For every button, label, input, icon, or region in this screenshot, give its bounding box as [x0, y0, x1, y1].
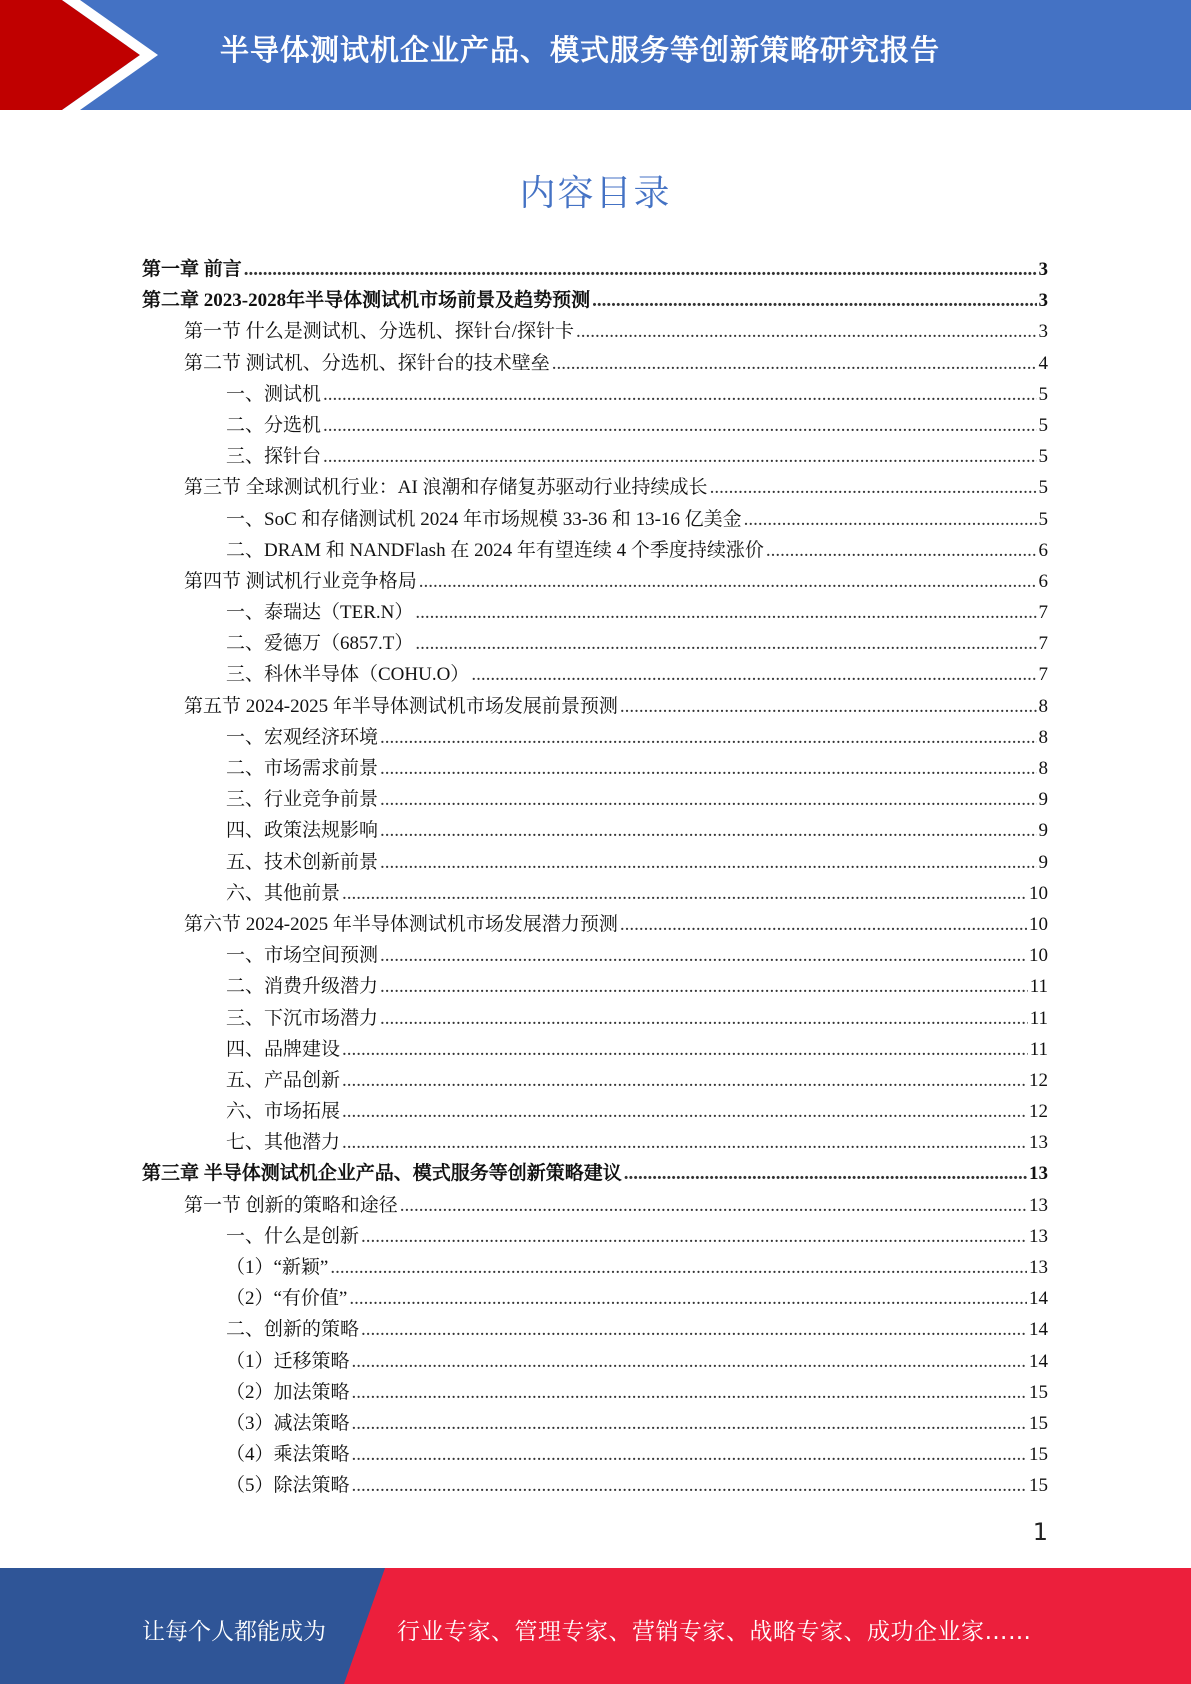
- toc-dot-leader: [766, 540, 1037, 562]
- toc-entry-page: 11: [1029, 976, 1048, 998]
- toc-dot-leader: [380, 727, 1036, 749]
- toc-dot-leader: [620, 914, 1027, 936]
- toc-dot-leader: [620, 696, 1037, 718]
- toc-dot-leader: [380, 1008, 1028, 1030]
- toc-entry[interactable]: [142, 285, 1048, 316]
- toc-entry-title: 六、市场拓展: [226, 1101, 341, 1123]
- report-title: 半导体测试机企业产品、模式服务等创新策略研究报告: [220, 33, 941, 67]
- toc-entry-title: 一、宏观经济环境: [226, 726, 379, 748]
- toc-entry-title: 第二节 测试机、分选机、探针台的技术壁垒: [184, 352, 550, 374]
- toc-dot-leader: [415, 633, 1036, 655]
- toc-dot-leader: [352, 1475, 1027, 1497]
- toc-entry[interactable]: [142, 1127, 1048, 1158]
- toc-dot-leader: [419, 571, 1037, 593]
- toc-entry-page: 11: [1029, 1007, 1048, 1029]
- toc-dot-leader: [471, 664, 1036, 686]
- toc-entry[interactable]: [142, 535, 1048, 566]
- toc-entry[interactable]: [142, 784, 1048, 815]
- toc-entry-page: 12: [1029, 1101, 1048, 1123]
- toc-entry-page: 14: [1029, 1288, 1048, 1310]
- toc-entry-title: 第一章 前言: [142, 259, 242, 280]
- toc-entry[interactable]: [142, 753, 1048, 784]
- toc-dot-leader: [244, 259, 1037, 281]
- toc-entry-page: 15: [1029, 1381, 1048, 1403]
- toc-entry-title: 第四节 测试机行业竞争格局: [184, 570, 417, 592]
- toc-entry-title: （2）加法策略: [226, 1381, 350, 1403]
- toc-entry[interactable]: [142, 504, 1048, 535]
- toc-entry-page: 6: [1038, 539, 1048, 561]
- toc-dot-leader: [400, 1195, 1027, 1217]
- toc-entry-title: 二、DRAM 和 NANDFlash 在 2024 年有望连续 4 个季度持续涨价: [226, 539, 764, 561]
- toc-entry-title: 五、技术创新前景: [226, 851, 379, 873]
- toc-entry-title: 五、产品创新: [226, 1069, 341, 1091]
- toc-dot-leader: [342, 1132, 1027, 1154]
- toc-dot-leader: [380, 852, 1036, 874]
- toc-entry[interactable]: [142, 1065, 1048, 1096]
- toc-entry[interactable]: [142, 1252, 1048, 1283]
- toc-entry-title: 三、科休半导体（COHU.O）: [226, 664, 470, 686]
- table-of-contents: [142, 254, 1048, 1502]
- toc-entry-page: 9: [1038, 851, 1048, 873]
- toc-entry-page: 11: [1029, 1038, 1048, 1060]
- toc-entry-page: 7: [1038, 602, 1048, 624]
- toc-entry-page: 9: [1038, 820, 1048, 842]
- toc-dot-leader: [361, 1319, 1027, 1341]
- toc-entry-page: 5: [1038, 477, 1048, 499]
- toc-entry-page: 10: [1029, 882, 1048, 904]
- toc-entry-title: 二、市场需求前景: [226, 758, 379, 779]
- toc-entry-title: 第五节 2024-2025 年半导体测试机市场发展前景预测: [184, 695, 618, 717]
- toc-entry[interactable]: [142, 1377, 1048, 1408]
- toc-dot-leader: [624, 1163, 1027, 1185]
- toc-entry[interactable]: [142, 1314, 1048, 1345]
- toc-dot-leader: [342, 1070, 1027, 1092]
- toc-entry[interactable]: [142, 441, 1048, 472]
- toc-entry-page: 8: [1038, 758, 1048, 779]
- toc-entry-title: 七、其他潜力: [226, 1132, 341, 1154]
- toc-entry[interactable]: [142, 1346, 1048, 1377]
- toc-entry-title: （5）除法策略: [226, 1475, 350, 1497]
- toc-entry[interactable]: [142, 847, 1048, 878]
- toc-entry-page: 7: [1038, 633, 1048, 655]
- toc-entry-title: （2）“有价值”: [226, 1288, 348, 1310]
- toc-entry-title: （1）“新颖”: [226, 1257, 329, 1278]
- toc-entry-page: 5: [1038, 414, 1048, 436]
- toc-dot-leader: [352, 1382, 1027, 1404]
- toc-entry[interactable]: [142, 472, 1048, 503]
- toc-dot-leader: [342, 1039, 1028, 1061]
- toc-entry-title: 第二章 2023-2028年半导体测试机市场前景及趋势预测: [142, 290, 591, 312]
- toc-entry-title: 三、下沉市场潜力: [226, 1007, 379, 1029]
- toc-entry[interactable]: [142, 1408, 1048, 1439]
- toc-entry-page: 14: [1029, 1319, 1048, 1341]
- toc-entry[interactable]: [142, 316, 1048, 347]
- toc-entry[interactable]: [142, 815, 1048, 846]
- toc-dot-leader: [323, 446, 1036, 468]
- toc-entry-page: 9: [1038, 789, 1048, 811]
- toc-heading: 内容目录: [519, 173, 672, 214]
- toc-dot-leader: [380, 789, 1036, 811]
- toc-entry[interactable]: [142, 254, 1048, 285]
- toc-entry[interactable]: [142, 1470, 1048, 1501]
- toc-entry-title: 四、品牌建设: [226, 1038, 341, 1060]
- toc-dot-leader: [552, 353, 1037, 375]
- toc-entry-page: 7: [1038, 664, 1048, 686]
- toc-entry-page: 8: [1038, 726, 1048, 748]
- toc-dot-leader: [352, 1444, 1027, 1466]
- toc-entry[interactable]: [142, 1096, 1048, 1127]
- toc-dot-leader: [323, 384, 1036, 406]
- toc-entry-page: 10: [1029, 945, 1048, 967]
- header-banner: [0, 0, 1191, 110]
- toc-entry-page: 5: [1038, 383, 1048, 405]
- toc-entry[interactable]: [142, 1283, 1048, 1314]
- toc-entry-title: 二、消费升级潜力: [226, 976, 379, 998]
- toc-entry-page: 14: [1029, 1350, 1048, 1372]
- toc-dot-leader: [592, 290, 1036, 312]
- toc-entry-page: 3: [1038, 259, 1048, 280]
- toc-entry-page: 13: [1029, 1132, 1048, 1154]
- toc-entry-page: 5: [1038, 446, 1048, 468]
- toc-dot-leader: [744, 509, 1037, 531]
- page-number: 1: [1032, 1518, 1048, 1546]
- toc-entry[interactable]: [142, 940, 1048, 971]
- toc-entry-page: 3: [1038, 290, 1048, 312]
- toc-dot-leader: [352, 1413, 1027, 1435]
- toc-entry-page: 3: [1038, 321, 1048, 343]
- toc-entry[interactable]: [142, 878, 1048, 909]
- toc-entry-title: 一、SoC 和存储测试机 2024 年市场规模 33-36 和 13-16 亿美金: [226, 508, 742, 530]
- toc-entry-page: 13: [1029, 1163, 1048, 1185]
- toc-dot-leader: [330, 1257, 1027, 1279]
- toc-entry[interactable]: [142, 1003, 1048, 1034]
- toc-entry-page: 8: [1038, 695, 1048, 717]
- toc-entry-page: 15: [1029, 1444, 1048, 1466]
- toc-dot-leader: [380, 758, 1036, 780]
- toc-entry-title: 二、爱德万（6857.T）: [226, 633, 414, 655]
- toc-entry-page: 15: [1029, 1412, 1048, 1434]
- toc-entry-page: 15: [1029, 1475, 1048, 1497]
- toc-entry-title: 三、探针台: [226, 446, 322, 468]
- toc-entry-title: 三、行业竞争前景: [226, 789, 379, 811]
- toc-entry[interactable]: [142, 1034, 1048, 1065]
- toc-entry-title: 四、政策法规影响: [226, 820, 379, 842]
- toc-entry-page: 12: [1029, 1069, 1048, 1091]
- toc-entry-title: 一、测试机: [226, 383, 322, 405]
- toc-entry[interactable]: [142, 348, 1048, 379]
- toc-entry-title: 第三章 半导体测试机企业产品、模式服务等创新策略建议: [142, 1163, 622, 1185]
- toc-entry-title: 第一节 创新的策略和途径: [184, 1194, 398, 1216]
- toc-dot-leader: [380, 976, 1028, 998]
- toc-entry-title: （4）乘法策略: [226, 1444, 350, 1466]
- toc-dot-leader: [710, 477, 1037, 499]
- toc-entry-page: 4: [1038, 352, 1048, 374]
- toc-dot-leader: [352, 1351, 1027, 1373]
- toc-entry[interactable]: [142, 379, 1048, 410]
- toc-entry[interactable]: [142, 566, 1048, 597]
- toc-entry[interactable]: [142, 1158, 1048, 1189]
- toc-dot-leader: [342, 1101, 1027, 1123]
- toc-entry-title: 第三节 全球测试机行业：AI 浪潮和存储复苏驱动行业持续成长: [184, 477, 708, 499]
- toc-entry-page: 6: [1038, 570, 1048, 592]
- toc-entry[interactable]: [142, 1439, 1048, 1470]
- toc-entry-title: 一、市场空间预测: [226, 945, 379, 967]
- toc-entry[interactable]: [142, 628, 1048, 659]
- toc-entry-page: 10: [1029, 913, 1048, 935]
- footer-slogan-right: 行业专家、管理专家、营销专家、战略专家、成功企业家……: [397, 1619, 1032, 1645]
- toc-dot-leader: [349, 1288, 1027, 1310]
- toc-entry[interactable]: [142, 909, 1048, 940]
- toc-dot-leader: [361, 1226, 1027, 1248]
- toc-dot-leader: [415, 602, 1036, 624]
- footer-slogan-left: 让每个人都能成为: [142, 1619, 326, 1645]
- toc-entry-title: 第一节 什么是测试机、分选机、探针台/探针卡: [184, 321, 575, 343]
- toc-dot-leader: [380, 945, 1027, 967]
- toc-entry-title: 一、泰瑞达（TER.N）: [226, 602, 414, 624]
- toc-dot-leader: [380, 820, 1036, 842]
- toc-entry[interactable]: [142, 1190, 1048, 1221]
- toc-entry-title: （1）迁移策略: [226, 1350, 350, 1372]
- toc-entry-title: 一、什么是创新: [226, 1225, 360, 1247]
- toc-entry-page: 13: [1029, 1194, 1048, 1216]
- footer-banner: [0, 1568, 1191, 1684]
- toc-entry[interactable]: [142, 722, 1048, 753]
- toc-dot-leader: [576, 321, 1036, 343]
- toc-entry-title: 二、创新的策略: [226, 1319, 360, 1341]
- toc-dot-leader: [323, 415, 1036, 437]
- toc-entry[interactable]: [142, 691, 1048, 722]
- toc-entry-title: 二、分选机: [226, 414, 322, 436]
- toc-entry[interactable]: [142, 410, 1048, 441]
- toc-entry[interactable]: [142, 659, 1048, 690]
- toc-entry-page: 13: [1029, 1225, 1048, 1247]
- toc-entry-title: 六、其他前景: [226, 882, 341, 904]
- toc-entry-page: 5: [1038, 508, 1048, 530]
- toc-dot-leader: [342, 883, 1027, 905]
- toc-entry[interactable]: [142, 597, 1048, 628]
- toc-entry[interactable]: [142, 1221, 1048, 1252]
- toc-entry-title: 第六节 2024-2025 年半导体测试机市场发展潜力预测: [184, 913, 618, 935]
- toc-entry-title: （3）减法策略: [226, 1412, 350, 1434]
- toc-entry[interactable]: [142, 971, 1048, 1002]
- toc-entry-page: 13: [1029, 1257, 1048, 1278]
